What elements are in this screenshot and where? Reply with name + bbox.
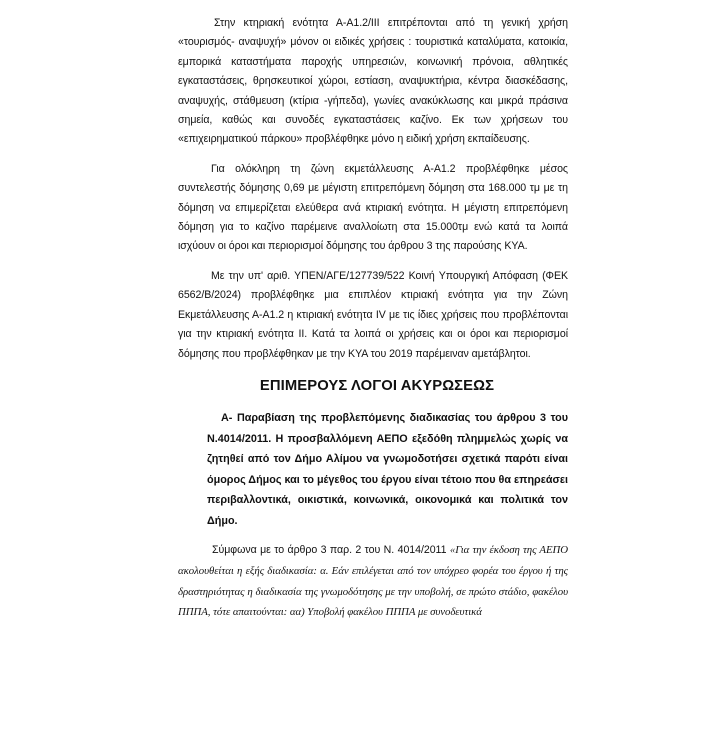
document-page — [178, 14, 568, 623]
paragraph-building-coefficient: Για ολόκληρη τη ζώνη εκμετάλλευσης Α-Α1.2 προβλέφθηκε μέσος συντελεστής δόμησης 0,69 με μέγιστη επιτρεπόμενη δόμηση στα 168.000 τμ με τη δόμηση να επιμερίζεται ελεύθερα ανά κτιριακή ενότητα. Η μέγιστη επιτρεπόμενη δόμηση για το καζίνο παρέμεινε αναλλοίωτη στα 15.000τμ ενώ κατά τα λοιπά ισχύουν οι όροι και περιορισμοί δόμησης του άρθρου 3 της παρούσης ΚΥΑ. — [178, 162, 568, 253]
paragraph-ministerial-decision: Με την υπ' αριθ. ΥΠΕΝ/ΑΓΕ/127739/522 Κοινή Υπουργική Απόφαση (ΦΕΚ 6562/Β/2024) προβλέφθηκε μια επιπλέον κτιριακή ενότητα για την Ζώνη Εκμετάλλευσης Α-Α1.2 η κτιριακή ενότητα IV με τις ίδιες χρήσεις που προβλέπονται για την κτιριακή ενότητα ΙΙ. Κατά τα λοιπά οι χρήσεις και οι όροι και περιορισμοί δόμησης που προβλέφθηκαν με την ΚΥΑ του 2019 παρέμειναν αμετάβλητοι. — [178, 269, 568, 360]
section-heading: ΕΠΙΜΕΡΟΥΣ ΛΟΓΟΙ ΑΚΥΡΩΣΕΩΣ — [259, 377, 495, 394]
ground-a-paragraph: Α- Παραβίαση της προβλεπόμενης διαδικασίας του άρθρου 3 του Ν.4014/2011. Η προσβαλλόμενη ΑΕΠΟ εξεδόθη πλημμελώς χωρίς να ζητηθεί από τον Δήμο Αλίμου να γνωμοδοτήσει σχετικά παρότι είναι όμορος Δήμος και το μέγεθος του έργου είναι τέτοιο που θα επηρεάσει περιβαλλοντικά, οικιστικά, κοινωνικά, οικονομικά και πολιτικά τον Δήμο. — [207, 411, 568, 527]
paragraph-law-citation — [178, 540, 568, 622]
law-citation-quote: «Για την έκδοση της ΑΕΠΟ ακολουθείται η εξής διαδικασία: α. Εάν επιλέγεται από τον υπόχρεο φορέα του έργου ή της δραστηριότητας η διαδικασία της γνωμοδότησης με την υποβολή, σε πρώτο στάδιο, φακέλου ΠΠΠΑ, τότε απαιτούνται: αα) Υποβολή φακέλου ΠΠΠΑ με συνοδευτικά — [178, 544, 568, 619]
law-citation-intro: Σύμφωνα με το άρθρο 3 παρ. 2 του Ν. 4014/2011 — [212, 544, 450, 557]
paragraph-land-uses: Στην κτηριακή ενότητα Α-Α1.2/ΙΙΙ επιτρέπονται από τη γενική χρήση «τουρισμός- αναψυχή» μόνον οι ειδικές χρήσεις : τουριστικά καταλύματα, κατοικία, εμπορικά καταστήματα παροχής υπηρεσιών, κοινωνική πρόνοια, αθλητικές εγκαταστάσεις, θρησκευτικοί χώροι, εστίαση, αναψυκτήρια, κέντρα διασκέδασης, αναψυχής, στάθμευση (κτίρια -γήπεδα), γωνίες ανακύκλωσης και μικρά πράσινα σημεία, καθώς και συνοδές εγκαταστάσεις καζίνο. Εκ των χρήσεων του «επιχειρηματικού πάρκου» προβλέφθηκε μόνο η ειδική χρήση εκπαίδευσης. — [178, 17, 568, 146]
